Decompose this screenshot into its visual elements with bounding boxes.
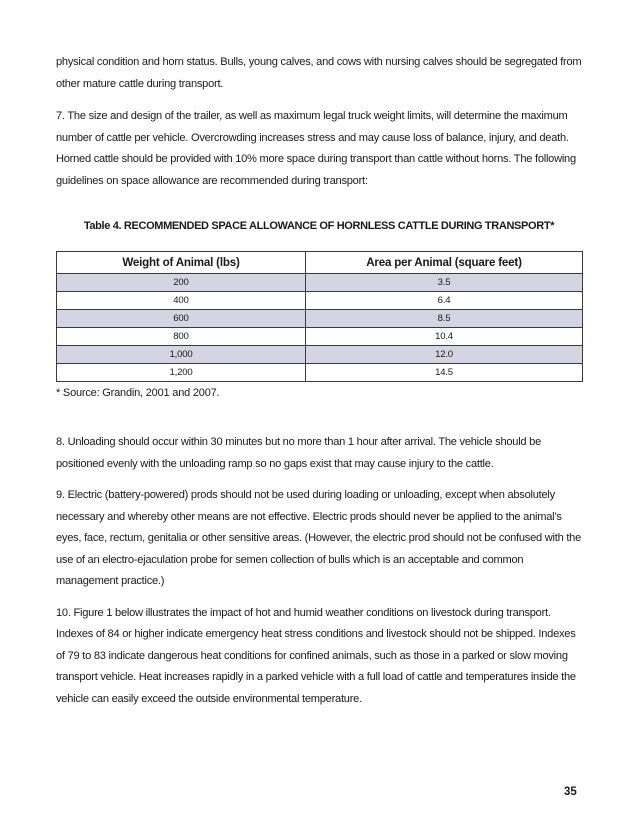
cell-weight: 400 [57,292,306,310]
paragraph-7: 7. The size and design of the trailer, as well as maximum legal truck weight limits, will determine the maximum number of cattle per vehicle. Overcrowding increases stress and may cause loss of balance, injury, and death. Horned cattle should be provided with 10% more space during transport than cattle without horns. The following guidelines on space allowance are recommended during transport: [56,110,576,187]
paragraph-9: 9. Electric (battery-powered) prods should not be used during loading or unloading, except when absolutely necessary and whereby other means are not effective. Electric prods should never be applied to the animal’s eyes, face, rectum, genitalia or other sensitive areas. (However, the electric prod should not be confused with the use of an electro-ejaculation probe for semen collection of bulls which is an acceptable and common management practice.) [56,489,581,587]
document-page [56,52,582,710]
header-area: Area per Animal (square feet) [306,252,583,274]
paragraph-continued: physical condition and horn status. Bulls, young calves, and cows with nursing calves should be segregated from other mature cattle during transport. [56,56,582,90]
table-row [57,310,583,328]
table-row [57,274,583,292]
section-spacer [56,401,582,432]
cell-weight: 1,200 [57,364,306,382]
cell-area: 3.5 [306,274,583,292]
cell-area: 14.5 [306,364,583,382]
cell-weight: 200 [57,274,306,292]
page-number: 35 [564,786,577,798]
table-row [57,364,583,382]
table-row [57,292,583,310]
cell-weight: 1,000 [57,346,306,364]
table-header-row [57,252,583,274]
cell-area: 12.0 [306,346,583,364]
table-caption: Table 4. RECOMMENDED SPACE ALLOWANCE OF HORNLESS CATTLE DURING TRANSPORT* [83,220,555,232]
header-weight: Weight of Animal (lbs) [57,252,306,274]
space-allowance-table [56,251,583,382]
cell-area: 6.4 [306,292,583,310]
table-row [57,328,583,346]
cell-weight: 600 [57,310,306,328]
cell-weight: 800 [57,328,306,346]
paragraph-8: 8. Unloading should occur within 30 minutes but no more than 1 hour after arrival. The vehicle should be positioned evenly with the unloading ramp so no gaps exist that may cause injury to the cattle. [56,436,542,470]
table-row [57,346,583,364]
paragraph-10: 10. Figure 1 below illustrates the impact of hot and humid weather conditions on livestock during transport. Indexes of 84 or higher indicate emergency heat stress conditions and livestock should not be shipped. Indexes of 79 to 83 indicate dangerous heat conditions for confined animals, such as those in a parked or slow moving transport vehicle. Heat increases rapidly in a parked vehicle with a full load of cattle and temperatures inside the vehicle can easily exceed the outside environmental temperature. [56,606,576,705]
cell-area: 10.4 [306,328,583,346]
cell-area: 8.5 [306,310,583,328]
table-source-note: * Source: Grandin, 2001 and 2007. [56,387,220,399]
